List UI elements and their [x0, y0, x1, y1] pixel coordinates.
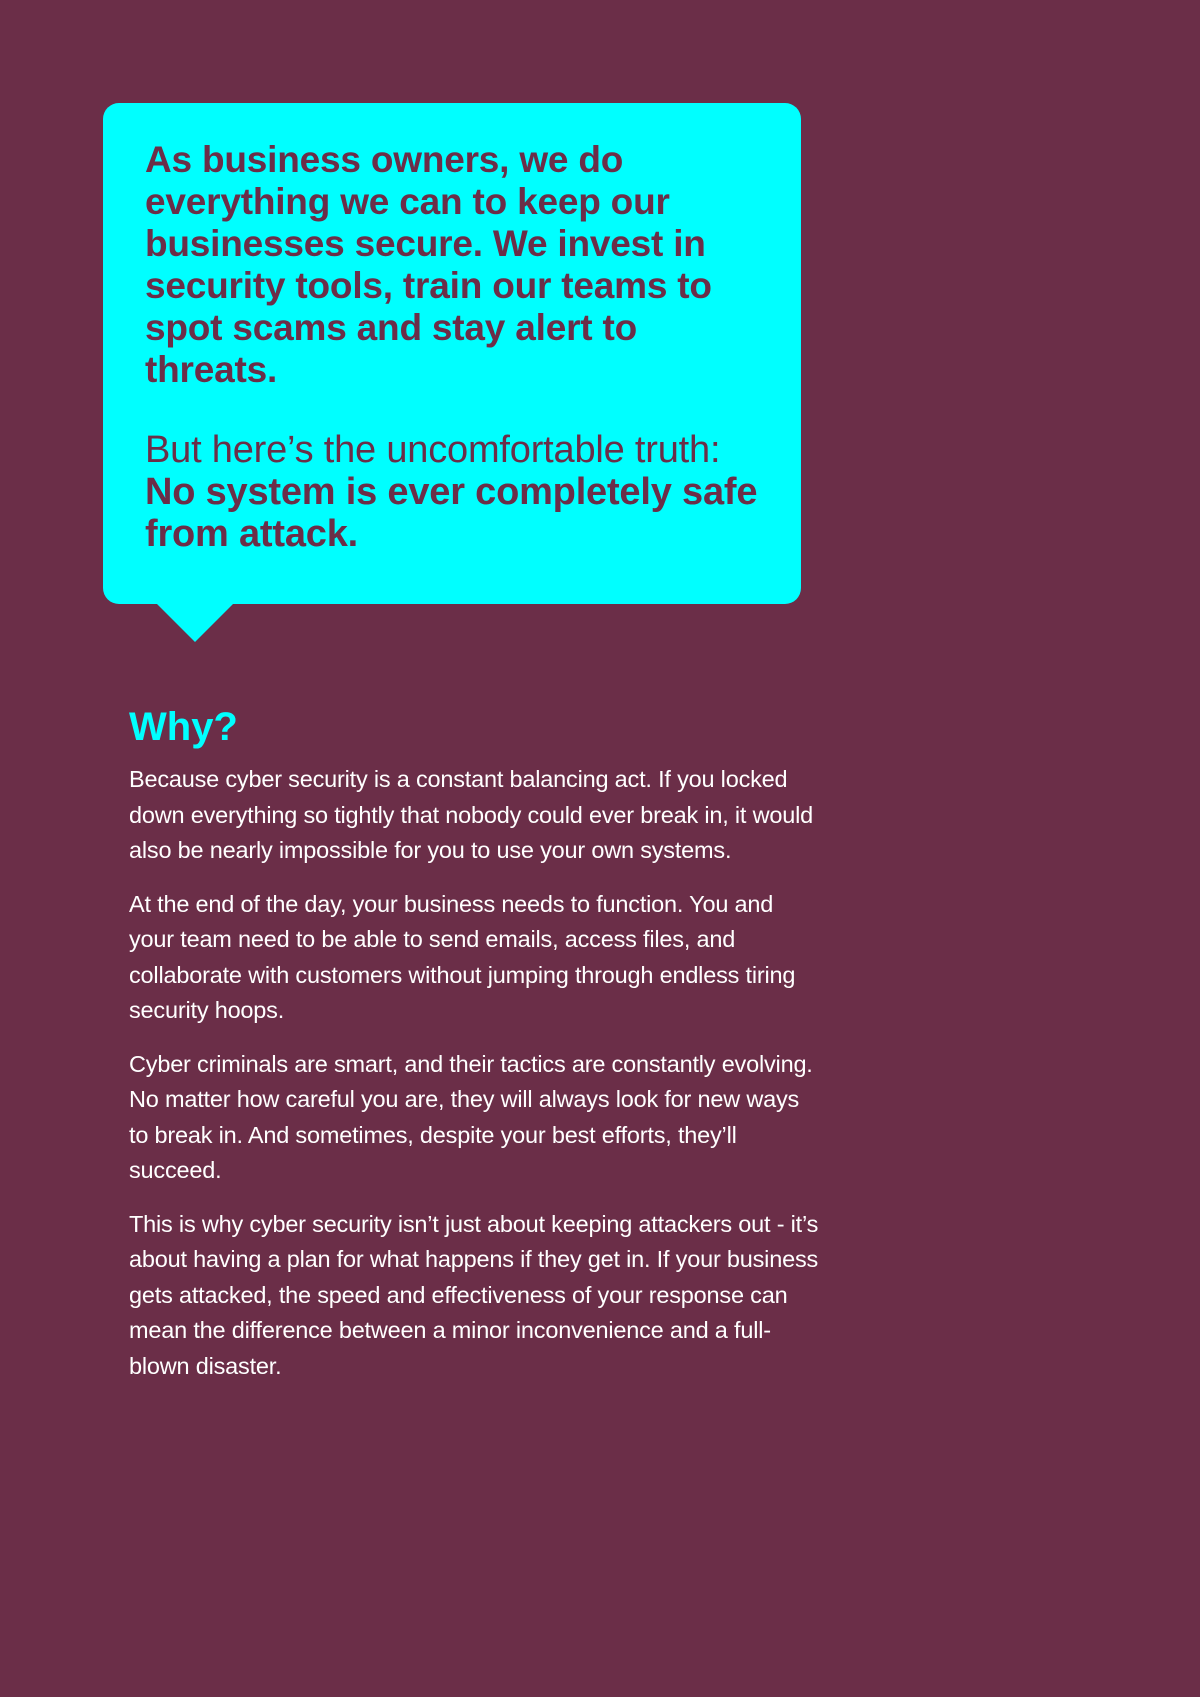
callout-emphasis-text: No system is ever completely safe from attack.	[145, 471, 758, 555]
body-paragraph: Because cyber security is a constant balancing act. If you locked down everything so tightly that nobody could ever break in, it would also be nearly impossible for you to use your own systems.	[129, 766, 813, 863]
body-paragraph: This is why cyber security isn’t just about keeping attackers out - it’s about having a plan for what happens if they get in. If your business gets attacked, the speed and effectiveness of your response can mean the difference between a minor inconvenience and a full-blown disaster.	[129, 1210, 819, 1379]
callout-truth-text	[145, 429, 771, 555]
speech-bubble-tail	[156, 603, 234, 642]
body-paragraph: Cyber criminals are smart, and their tactics are constantly evolving. No matter how careful you are, they will always look for new ways to break in. And sometimes, despite your best efforts, they’ll succeed.	[129, 1050, 813, 1183]
callout-intro-text: But here’s the uncomfortable truth:	[145, 429, 721, 471]
section-body	[129, 762, 819, 1402]
speech-bubble-callout	[103, 103, 801, 604]
section-heading: Why?	[129, 705, 238, 749]
body-paragraph: At the end of the day, your business needs to function. You and your team need to be able to send emails, access files, and collaborate with customers without jumping through endless tiring security hoops.	[129, 890, 796, 1023]
callout-lead-text: As business owners, we do everything we can to keep our businesses secure. We invest in security tools, train our teams to spot scams and stay alert to threats.	[145, 139, 712, 390]
